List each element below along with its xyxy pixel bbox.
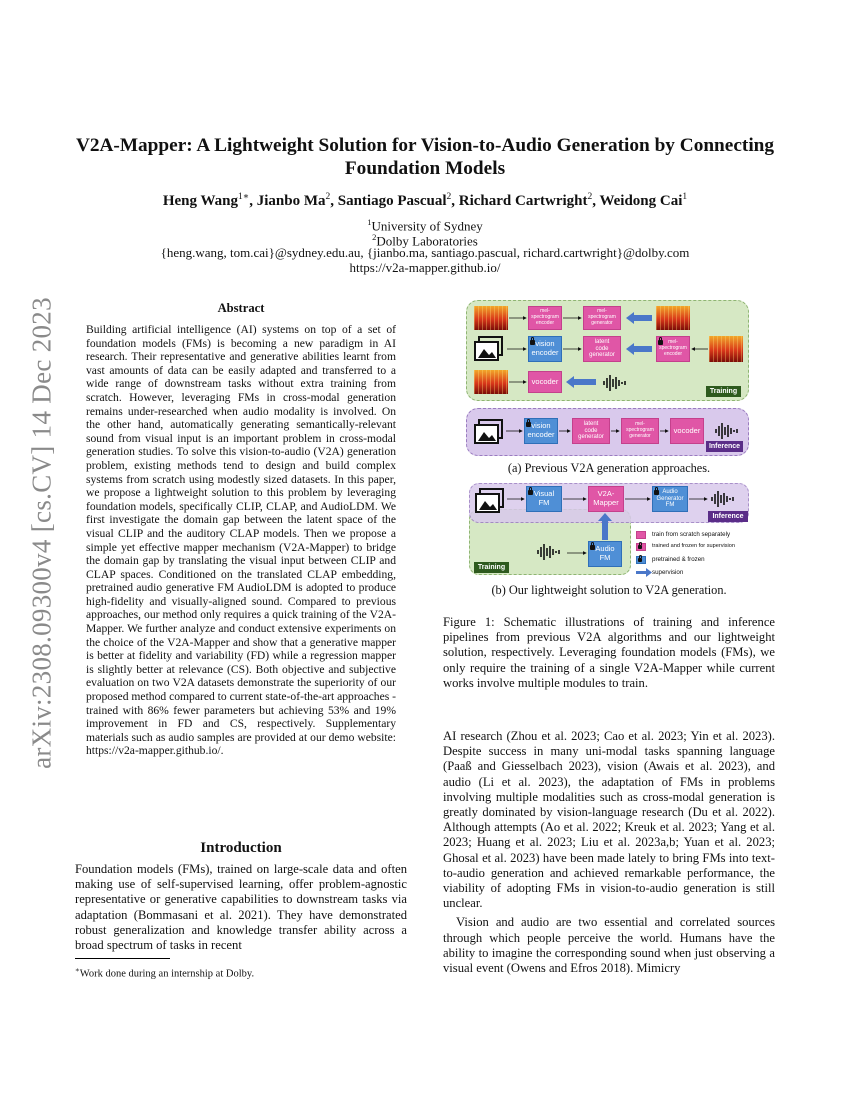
training-tag-b: Training [474, 562, 509, 573]
legend-swatch-train [636, 531, 646, 539]
figure-1a-caption: (a) Previous V2A generation approaches. [507, 461, 711, 475]
mel-spectrogram-encoder-2: mel- spectrogram encoder [656, 336, 690, 362]
inference-tag-b: Inference [708, 511, 748, 522]
author-emails: {heng.wang, tom.cai}@sydney.edu.au, {jianbo.ma, santiago.pascual, richard.cartwright}@dolby.com [160, 245, 690, 260]
figure-1b-caption: (b) Our lightweight solution to V2A generation. [491, 583, 727, 597]
abstract-section [75, 301, 407, 758]
author: Richard Cartwright [458, 193, 588, 209]
affiliation-1: $^1$University of Sydney [367, 217, 483, 234]
lock-icon [638, 558, 642, 562]
arxiv-id: arXiv:2308.09300v4 [cs.CV] 14 Dec 2023 [26, 297, 57, 769]
training-tag: Training [706, 386, 741, 397]
author: Santiago Pascual [337, 193, 447, 209]
abstract-text: Building artificial intelligence (AI) systems on top of a set of foundation models (FMs) is becoming a new paradigm in AI research. Their representative and generative abilities learnt from vast amounts of data can be easily adapted and transferred to a wide range of downstream tasks without extra training from scratch. However, leveraging FMs in cross-modal generation remains under-researched when audio modality is involved. On the other hand, automatically generating semantically-relevant sound from visual input is an important problem in cross-modal generation studies. To solve this vision-to-audio (V2A) generation problem, existing methods tend to design and build complex systems from scratch using modestly sized datasets. In this paper, we propose a lightweight solution to this problem by leveraging foundation models, specifically CLIP, CLAP, and AudioLDM. We first investigate the domain gap between the latent space of the visual CLIP and the auditory CLAP models. Then we propose a simple yet effective mapper mechanism (V2A-Mapper) to bridge the domain gap by translating the visual input between CLIP and CLAP spaces. Conditioned on the translated CLAP embedding, pretrained audio generative FM AudioLDM is adopted to produce high-fidelity and visually-aligned sound. Compared to previous approaches, our method only requires a quick training of the V2A-Mapper. We further analyze and conduct extensive experiments on the choice of the V2A-Mapper and show that a generative mapper is better at fidelity and variability (FD) while a regression mapper is slightly better at relevance (CS). Both objective and subjective evaluation on two V2A datasets demonstrate the superiority of our proposed method compared to current state-of-the-art approaches - trained with 86% fewer parameters but achieving 53% and 19% improvement in FD and CS, respectively. Supplementary materials such as audio samples are provided at our demo website: https://v2a-mapper.github.io/. [86, 323, 397, 758]
author: Heng Wang [162, 193, 238, 209]
inference-latent-code-generator: latent code generator [572, 418, 610, 444]
introduction-text: Foundation models (FMs), trained on large-scale data and often making use of self-supervised learning, offer problem-agnostic representative or generative capabilities to downstream tasks via adaptation (Bommasani et al. 2021). They have demonstrated robust generalization and knowledge transfer ability across a broad spectrum of tasks in recent [75, 862, 407, 953]
mel-spectrogram-generator: mel- spectrogram generator [583, 306, 621, 330]
paper-title: V2A-Mapper: A Lightweight Solution for Vision-to-Audio Generation by Connecting Foundation Models [75, 135, 775, 179]
audio-generator-fm: Audio Generator FM [652, 486, 688, 512]
vocoder: vocoder [528, 371, 562, 393]
vision-encoder: vision encoder [528, 336, 562, 362]
author: Jianbo Ma [256, 193, 326, 209]
footnote: ∗Work done during an internship at Dolby. [75, 966, 255, 980]
right-column-text [443, 729, 775, 976]
mel-spectrogram-encoder: mel- spectrogram encoder [528, 306, 562, 330]
author-list: Heng Wang$^{1∗}$, Jianbo Ma$^2$, Santiago Pascual$^2$, Richard Cartwright$^2$, Weidong Cai$^1$ [162, 192, 688, 209]
paragraph: Vision and audio are two essential and correlated sources through which people perceive the world. Humans have the ability to imagine the corresponding sound when just observing a visual event (Owens and Efros 2018). Mimicry [443, 915, 775, 976]
figure-1b [466, 481, 751, 581]
footnote-rule [75, 958, 170, 959]
supervision-arrow-icon [636, 568, 652, 577]
visual-fm: Visual FM [526, 486, 562, 512]
author: Weidong Cai [599, 193, 683, 209]
affiliation-2: $^2$Dolby Laboratories [372, 232, 478, 249]
legend-train-from-scratch: train from scratch separately [652, 531, 731, 538]
legend-pretrained-frozen: pretrained & frozen [652, 556, 705, 563]
introduction-section [75, 840, 407, 953]
lock-icon [638, 545, 642, 549]
inference-tag: Inference [706, 441, 743, 452]
introduction-heading: Introduction [200, 840, 282, 856]
figure-1-caption: Figure 1: Schematic illustrations of training and inference pipelines from previous V2A algorithms and our lightweight solution, respectively. Leveraging foundation models (FMs), we only require the training of a single V2A-Mapper while current works involve multiple modules to train. [443, 615, 775, 690]
latent-code-generator: latent code generator [583, 336, 621, 362]
inference-vocoder: vocoder [670, 418, 704, 444]
inference-vision-encoder: vision encoder [524, 418, 558, 444]
arxiv-stamp [22, 288, 62, 778]
legend-supervision: supervision [652, 569, 684, 576]
abstract-heading: Abstract [217, 301, 265, 315]
arrows-panel-a-inference [466, 408, 751, 456]
audio-fm: Audio FM [588, 541, 622, 567]
legend-trained-frozen: trained and frozen for supervision [652, 543, 736, 549]
paragraph: AI research (Zhou et al. 2023; Cao et al. 2023; Yin et al. 2023). Despite success in many uni-modal tasks spanning language (Paaß and Giesselbach 2023), vision (Awais et al. 2023), and audio (Li et al. 2023), the adaptation of FMs in problems involving multiple modalities such as cross-modal generation is greatly dominated by vision-language research (Du et al. 2022). Although attempts (Ao et al. 2022; Kreuk et al. 2023; Yang et al. 2023; Huang et al. 2023; Liu et al. 2023a,b; Yuan et al. 2023; Ghosal et al. 2023) have been made lately to bring FMs into text-to-audio generation and achieved remarkable performance, the viability of adopting FMs in vision-to-audio generation is still unclear. [443, 729, 775, 911]
inference-mel-spectrogram-generator: mel- spectrogram generator [621, 418, 659, 444]
project-website[interactable]: https://v2a-mapper.github.io/ [349, 260, 501, 275]
v2a-mapper: V2A- Mapper [588, 486, 624, 512]
arrows-panel-a [466, 298, 751, 403]
